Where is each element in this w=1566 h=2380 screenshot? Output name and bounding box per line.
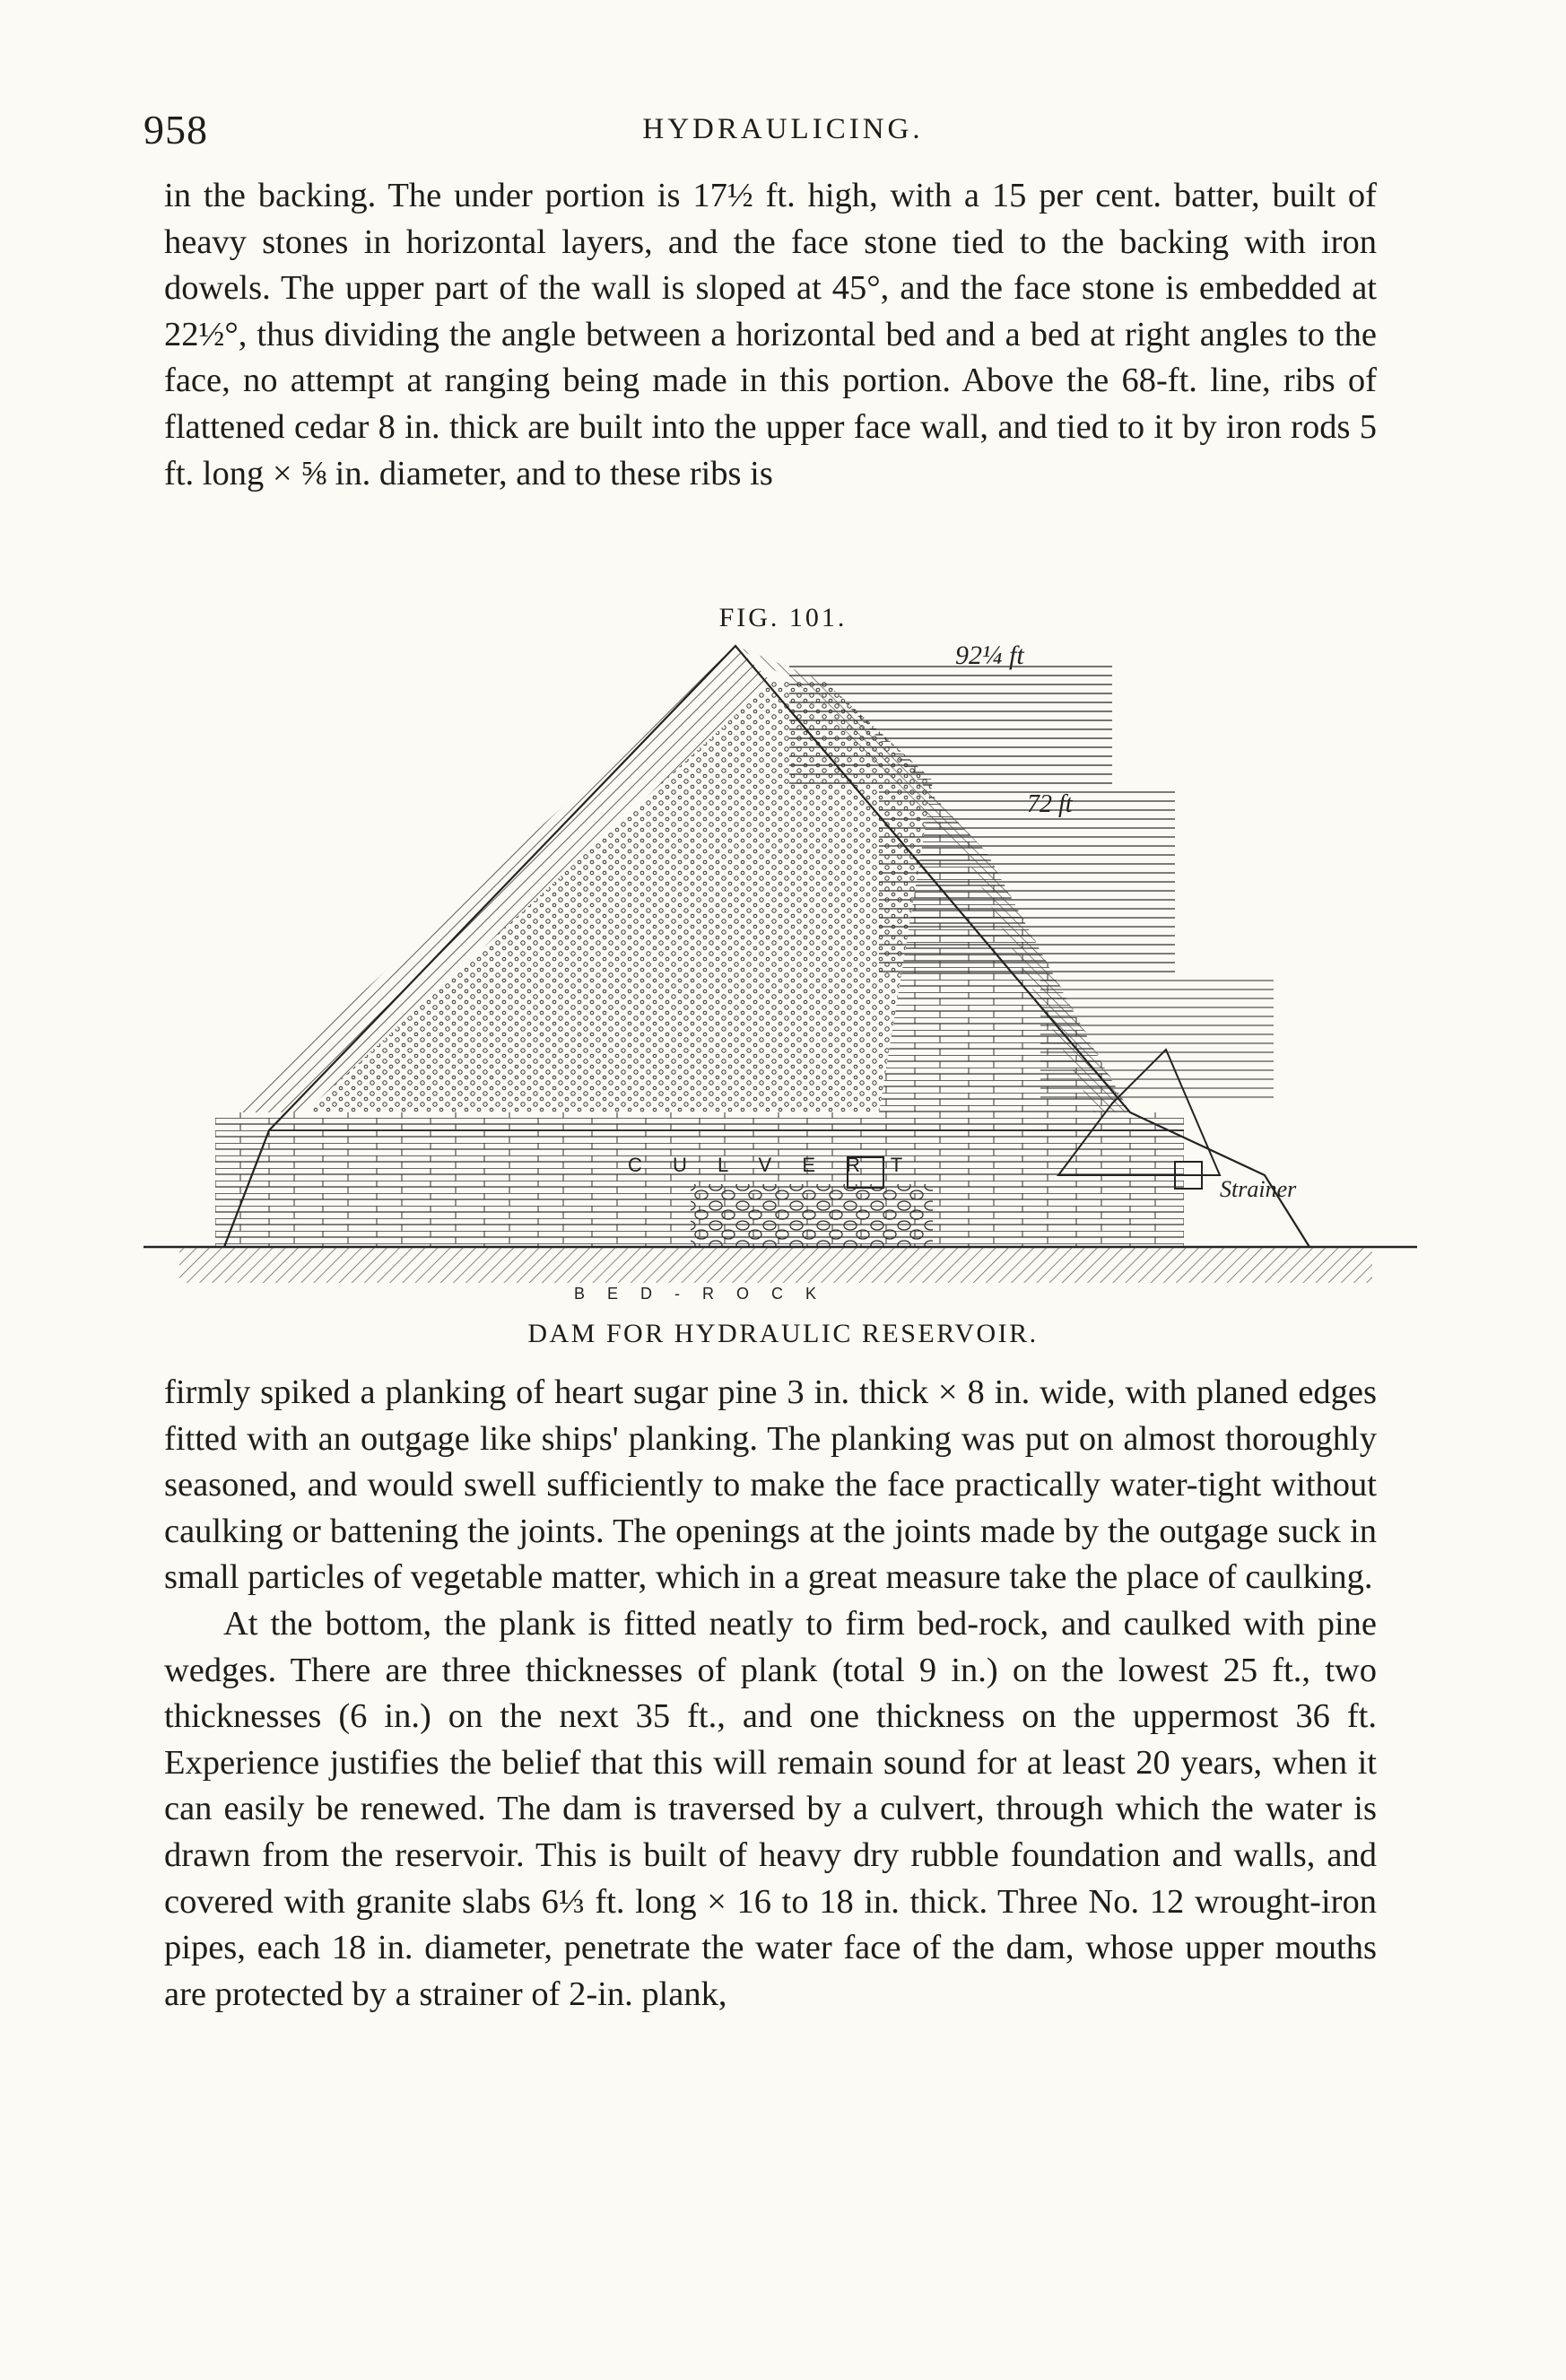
paragraph: At the bottom, the plank is fitted neatly to firm bed-rock, and caulked with pine wedges. There are three thicknesses of plank (total 9 in.) on the lowest 25 ft., two thicknesses (6 in.) on the next 35 ft., and one thickness on the uppermost 36 ft. Experience justifies the belief that this will remain sound for at least 20 years, when it can easily be renewed. The dam is traversed by a culvert, through which the water is drawn from the reservoir. This is built of heavy dry rubble foundation and walls, and covered with granite slabs 6⅓ ft. long × 16 to 18 in. thick. Three No. 12 wrought-iron pipes, each 18 in. diameter, penetrate the water face of the dam, whose upper mouths are protected by a strainer of 2-in. plank,: [164, 1604, 1377, 2013]
running-title: HYDRAULICING.: [642, 113, 924, 145]
strainer-label: Strainer: [1220, 1176, 1297, 1202]
level-label-top: 92¼ ft: [955, 641, 1024, 670]
bottom-text-block: [164, 1370, 1377, 2018]
figure-caption: DAM FOR HYDRAULIC RESERVOIR.: [527, 1319, 1039, 1348]
bedrock-label: B E D - R O C K: [574, 1285, 826, 1303]
paragraph: in the backing. The under portion is 17½ ft. high, with a 15 per cent. batter, built of heavy stones in horizontal layers, and the face stone tied to the backing with iron dowels. The upper part of the wall is sloped at 45°, and the face stone is embedded at 22½°, thus dividing the angle between a horizontal bed and a bed at right angles to the face, no attempt at ranging being made in this portion. Above the 68-ft. line, ribs of flattened cedar 8 in. thick are built into the upper face wall, and tied to it by iron rods 5 ft. long × ⅝ in. diameter, and to these ribs is: [164, 177, 1377, 493]
page-number: 958: [144, 107, 208, 153]
top-text-block: [164, 173, 1377, 497]
dam-cross-section-drawing: [144, 628, 1417, 1310]
culvert-label: C U L V E R T: [628, 1154, 916, 1176]
dam-figure: [144, 628, 1417, 1310]
page-header: [0, 106, 1566, 160]
level-label-water: 72 ft: [1027, 790, 1073, 818]
paragraph: firmly spiked a planking of heart sugar pine 3 in. thick × 8 in. wide, with planed edges fitted with an outgage like ships' planking. The planking was put on almost thoroughly seasoned, and would swell sufficiently to make the face practically water-tight without caulking or battening the joints. The openings at the joints made by the outgage suck in small particles of vegetable matter, which in a great measure take the place of caulking.: [164, 1373, 1377, 1597]
bedrock: [144, 1247, 1417, 1283]
figure-label: FIG. 101.: [718, 603, 848, 632]
